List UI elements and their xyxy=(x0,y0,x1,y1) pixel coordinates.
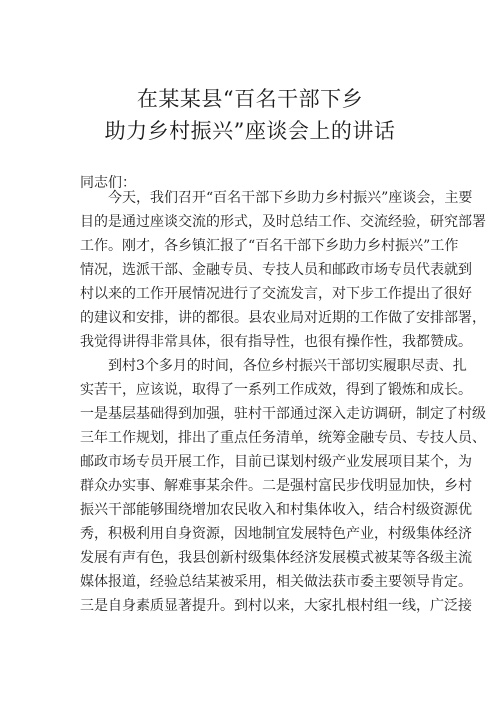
body-line: 发展有声有色，我县创新村级集体经济发展模式被某等各级主流 xyxy=(80,550,472,566)
body-line: 三是自身素质显著提升。到村以来，大家扎根村组一线，广泛接 xyxy=(80,598,472,614)
body-line: 一是基层基础得到加强，驻村干部通过深入走访调研，制定了村级 xyxy=(80,406,486,422)
body-line: 邮政市场专员开展工作，目前已谋划村级产业发展项目某个，为 xyxy=(80,454,472,470)
salutation: 同志们： xyxy=(80,175,136,191)
body-line: 今天，我们召开“百名干部下乡助力乡村振兴”座谈会，主要 xyxy=(108,190,473,206)
body-line: 村以来的工作开展情况进行了交流发言，对下步工作提出了很好 xyxy=(80,286,472,302)
body-line: 三年工作规划，排出了重点任务清单，统筹金融专员、专技人员、 xyxy=(80,430,486,446)
body-line: 实苦干，应该说，取得了一系列工作成效，得到了锻炼和成长。 xyxy=(80,382,472,398)
body-line: 目的是通过座谈交流的形式，及时总结工作、交流经验，研究部署 xyxy=(80,214,486,230)
body-line: 的建议和安排，讲的都很。县农业局对近期的工作做了安排部署， xyxy=(80,310,486,326)
body-line: 我觉得讲得非常具体，很有指导性，也很有操作性，我都赞成。 xyxy=(80,334,472,350)
body-line: 工作。刚才，各乡镇汇报了“百名干部下乡助力乡村振兴”工作 xyxy=(80,238,459,254)
body-line: 群众办实事、解难事某余件。二是强村富民步伐明显加快，乡村 xyxy=(80,478,472,494)
body-line: 情况，选派干部、金融专员、专技人员和邮政市场专员代表就到 xyxy=(80,262,472,278)
title-line-1: 在某某县“百名干部下乡 xyxy=(136,87,364,111)
title-line-2: 助力乡村振兴”座谈会上的讲话 xyxy=(104,119,396,143)
body-line: 振兴干部能够围绕增加农民收入和村集体收入，结合村级资源优 xyxy=(80,502,472,518)
body-line: 媒体报道，经验总结某被采用，相关做法获市委主要领导肯定。 xyxy=(80,574,472,590)
body-line: 秀，积极利用自身资源，因地制宜发展特色产业，村级集体经济 xyxy=(80,526,472,542)
body-line: 到村3个多月的时间，各位乡村振兴干部切实履职尽责、扎 xyxy=(108,358,467,374)
